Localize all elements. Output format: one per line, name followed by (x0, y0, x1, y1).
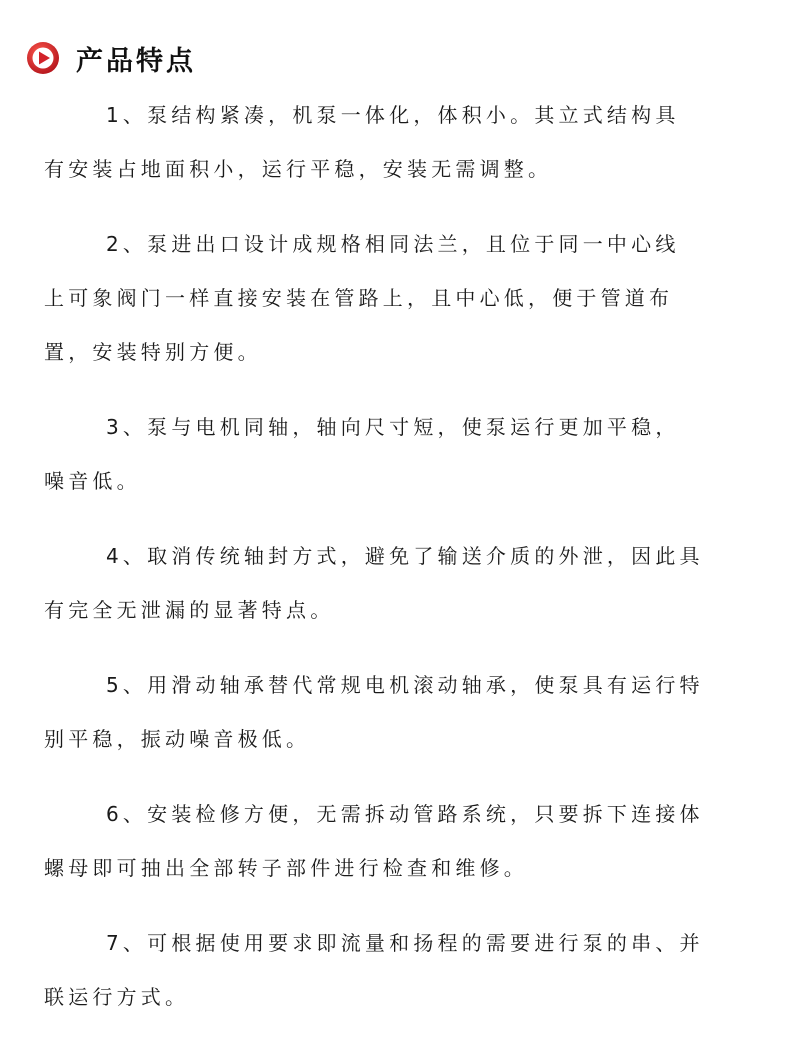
feature-line: 噪音低。 (44, 469, 141, 493)
feature-item-7 (44, 916, 756, 1024)
page-title: 产品特点 (76, 45, 196, 77)
feature-line: 5、用滑动轴承替代常规电机滚动轴承，使泵具有运行特 (106, 673, 704, 697)
feature-line: 螺母即可抽出全部转子部件进行检查和维修。 (44, 856, 528, 880)
feature-line: 6、安装检修方便，无需拆动管路系统，只要拆下连接体 (106, 802, 704, 826)
feature-item-6 (44, 787, 756, 895)
play-circle-icon (26, 41, 60, 75)
feature-item-2 (44, 217, 756, 379)
section-header (26, 38, 196, 78)
feature-line: 4、取消传统轴封方式，避免了输送介质的外泄，因此具 (106, 544, 704, 568)
feature-line: 别平稳，振动噪音极低。 (44, 727, 311, 751)
feature-line: 有完全无泄漏的显著特点。 (44, 598, 335, 622)
feature-item-5 (44, 658, 756, 766)
feature-item-4 (44, 529, 756, 637)
feature-line: 1、泵结构紧凑，机泵一体化，体积小。其立式结构具 (106, 103, 680, 127)
feature-item-3 (44, 400, 756, 508)
feature-line: 上可象阀门一样直接安装在管路上，且中心低，便于管道布 (44, 286, 674, 310)
feature-line: 2、泵进出口设计成规格相同法兰，且位于同一中心线 (106, 232, 680, 256)
feature-line: 7、可根据使用要求即流量和扬程的需要进行泵的串、并 (106, 931, 704, 955)
feature-line: 置，安装特别方便。 (44, 340, 262, 364)
feature-line: 联运行方式。 (44, 985, 190, 1009)
feature-line: 有安装占地面积小，运行平稳，安装无需调整。 (44, 157, 553, 181)
feature-list (44, 88, 756, 1045)
feature-item-1 (44, 88, 756, 196)
feature-line: 3、泵与电机同轴，轴向尺寸短，使泵运行更加平稳， (106, 415, 680, 439)
